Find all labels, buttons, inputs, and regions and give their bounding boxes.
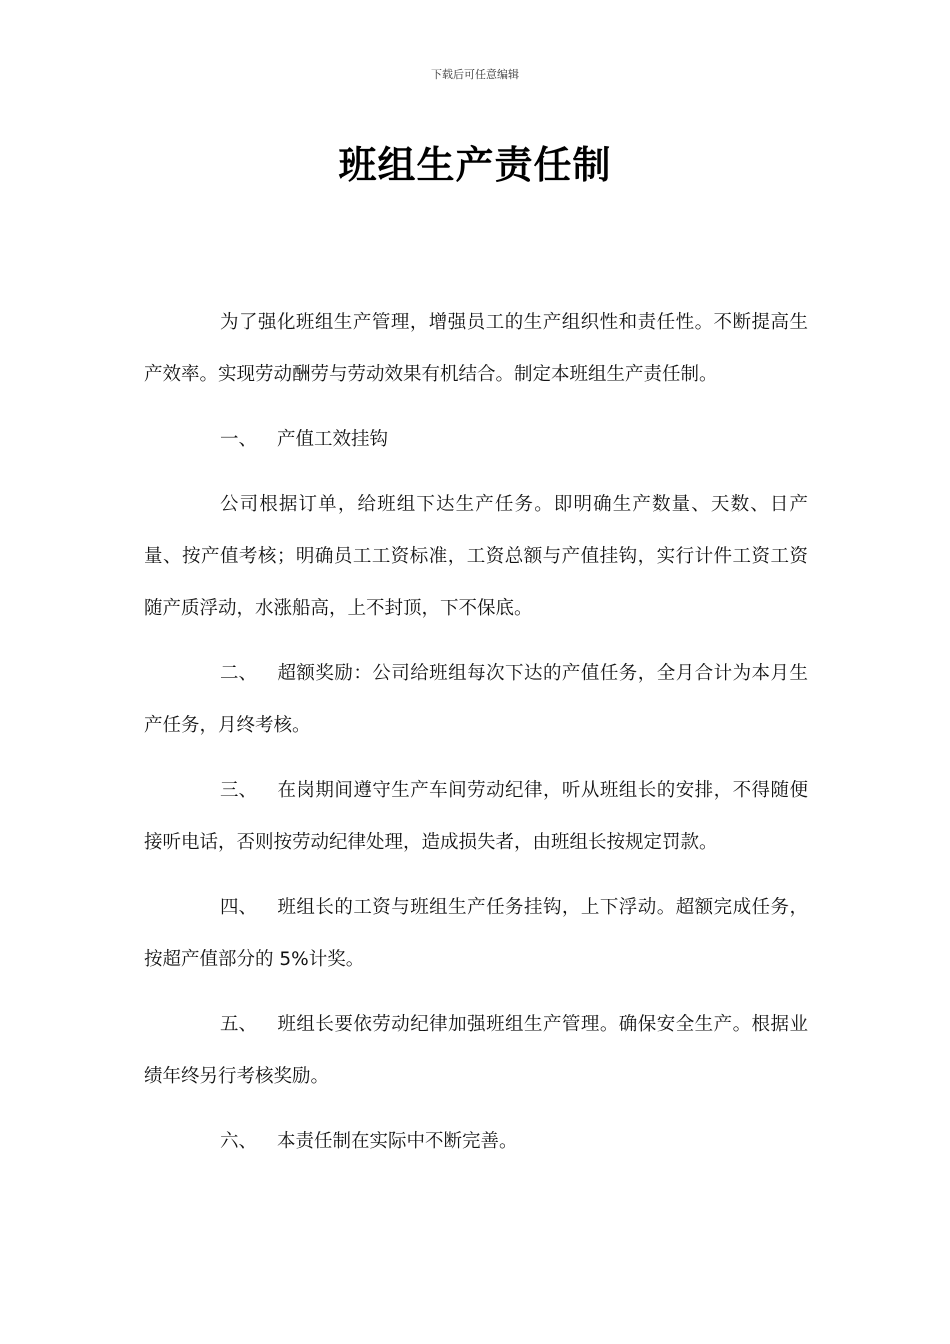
header-note: 下载后可任意编辑 (431, 68, 519, 81)
clause-6 (144, 1116, 808, 1168)
clause-2-text: 超额奖励：公司给班组每次下达的产值任务，全月合计为本月生产任务，月终考核。 (144, 663, 808, 736)
intro-paragraph: 为了强化班组生产管理，增强员工的生产组织性和责任性。不断提高生产效率。实现劳动酬劳与劳动效果有机结合。制定本班组生产责任制。 (144, 312, 808, 385)
document-title: 班组生产责任制 (338, 143, 612, 187)
clause-5-number: 五、 (220, 1014, 258, 1035)
clause-1-number: 一、 (220, 429, 258, 450)
clause-2-number: 二、 (220, 663, 258, 684)
clause-3-number: 三、 (220, 780, 258, 801)
clause-2 (144, 648, 808, 752)
clause-6-number: 六、 (220, 1131, 258, 1152)
clause-4-number: 四、 (220, 897, 258, 918)
clause-4 (144, 882, 808, 986)
clause-3 (144, 765, 808, 869)
clause-1-paragraph: 公司根据订单，给班组下达生产任务。即明确生产数量、天数、日产量、按产值考核；明确员工工资标准，工资总额与产值挂钩，实行计件工资工资随产质浮动，水涨船高，上不封顶，下不保底。 (144, 494, 808, 619)
clause-6-text: 本责任制在实际中不断完善。 (277, 1131, 518, 1152)
clause-1-text: 产值工效挂钩 (277, 429, 389, 450)
clause-5-text: 班组长要依劳动纪律加强班组生产管理。确保安全生产。根据业绩年终另行考核奖励。 (144, 1014, 808, 1087)
document-body (144, 297, 808, 1181)
clause-4-text: 班组长的工资与班组生产任务挂钩，上下浮动。超额完成任务，按超产值部分的 5%计奖。 (144, 897, 808, 970)
clause-5 (144, 999, 808, 1103)
clause-1 (144, 414, 808, 466)
clause-3-text: 在岗期间遵守生产车间劳动纪律，听从班组长的安排，不得随便接听电话，否则按劳动纪律处理，造成损失者，由班组长按规定罚款。 (144, 780, 808, 853)
